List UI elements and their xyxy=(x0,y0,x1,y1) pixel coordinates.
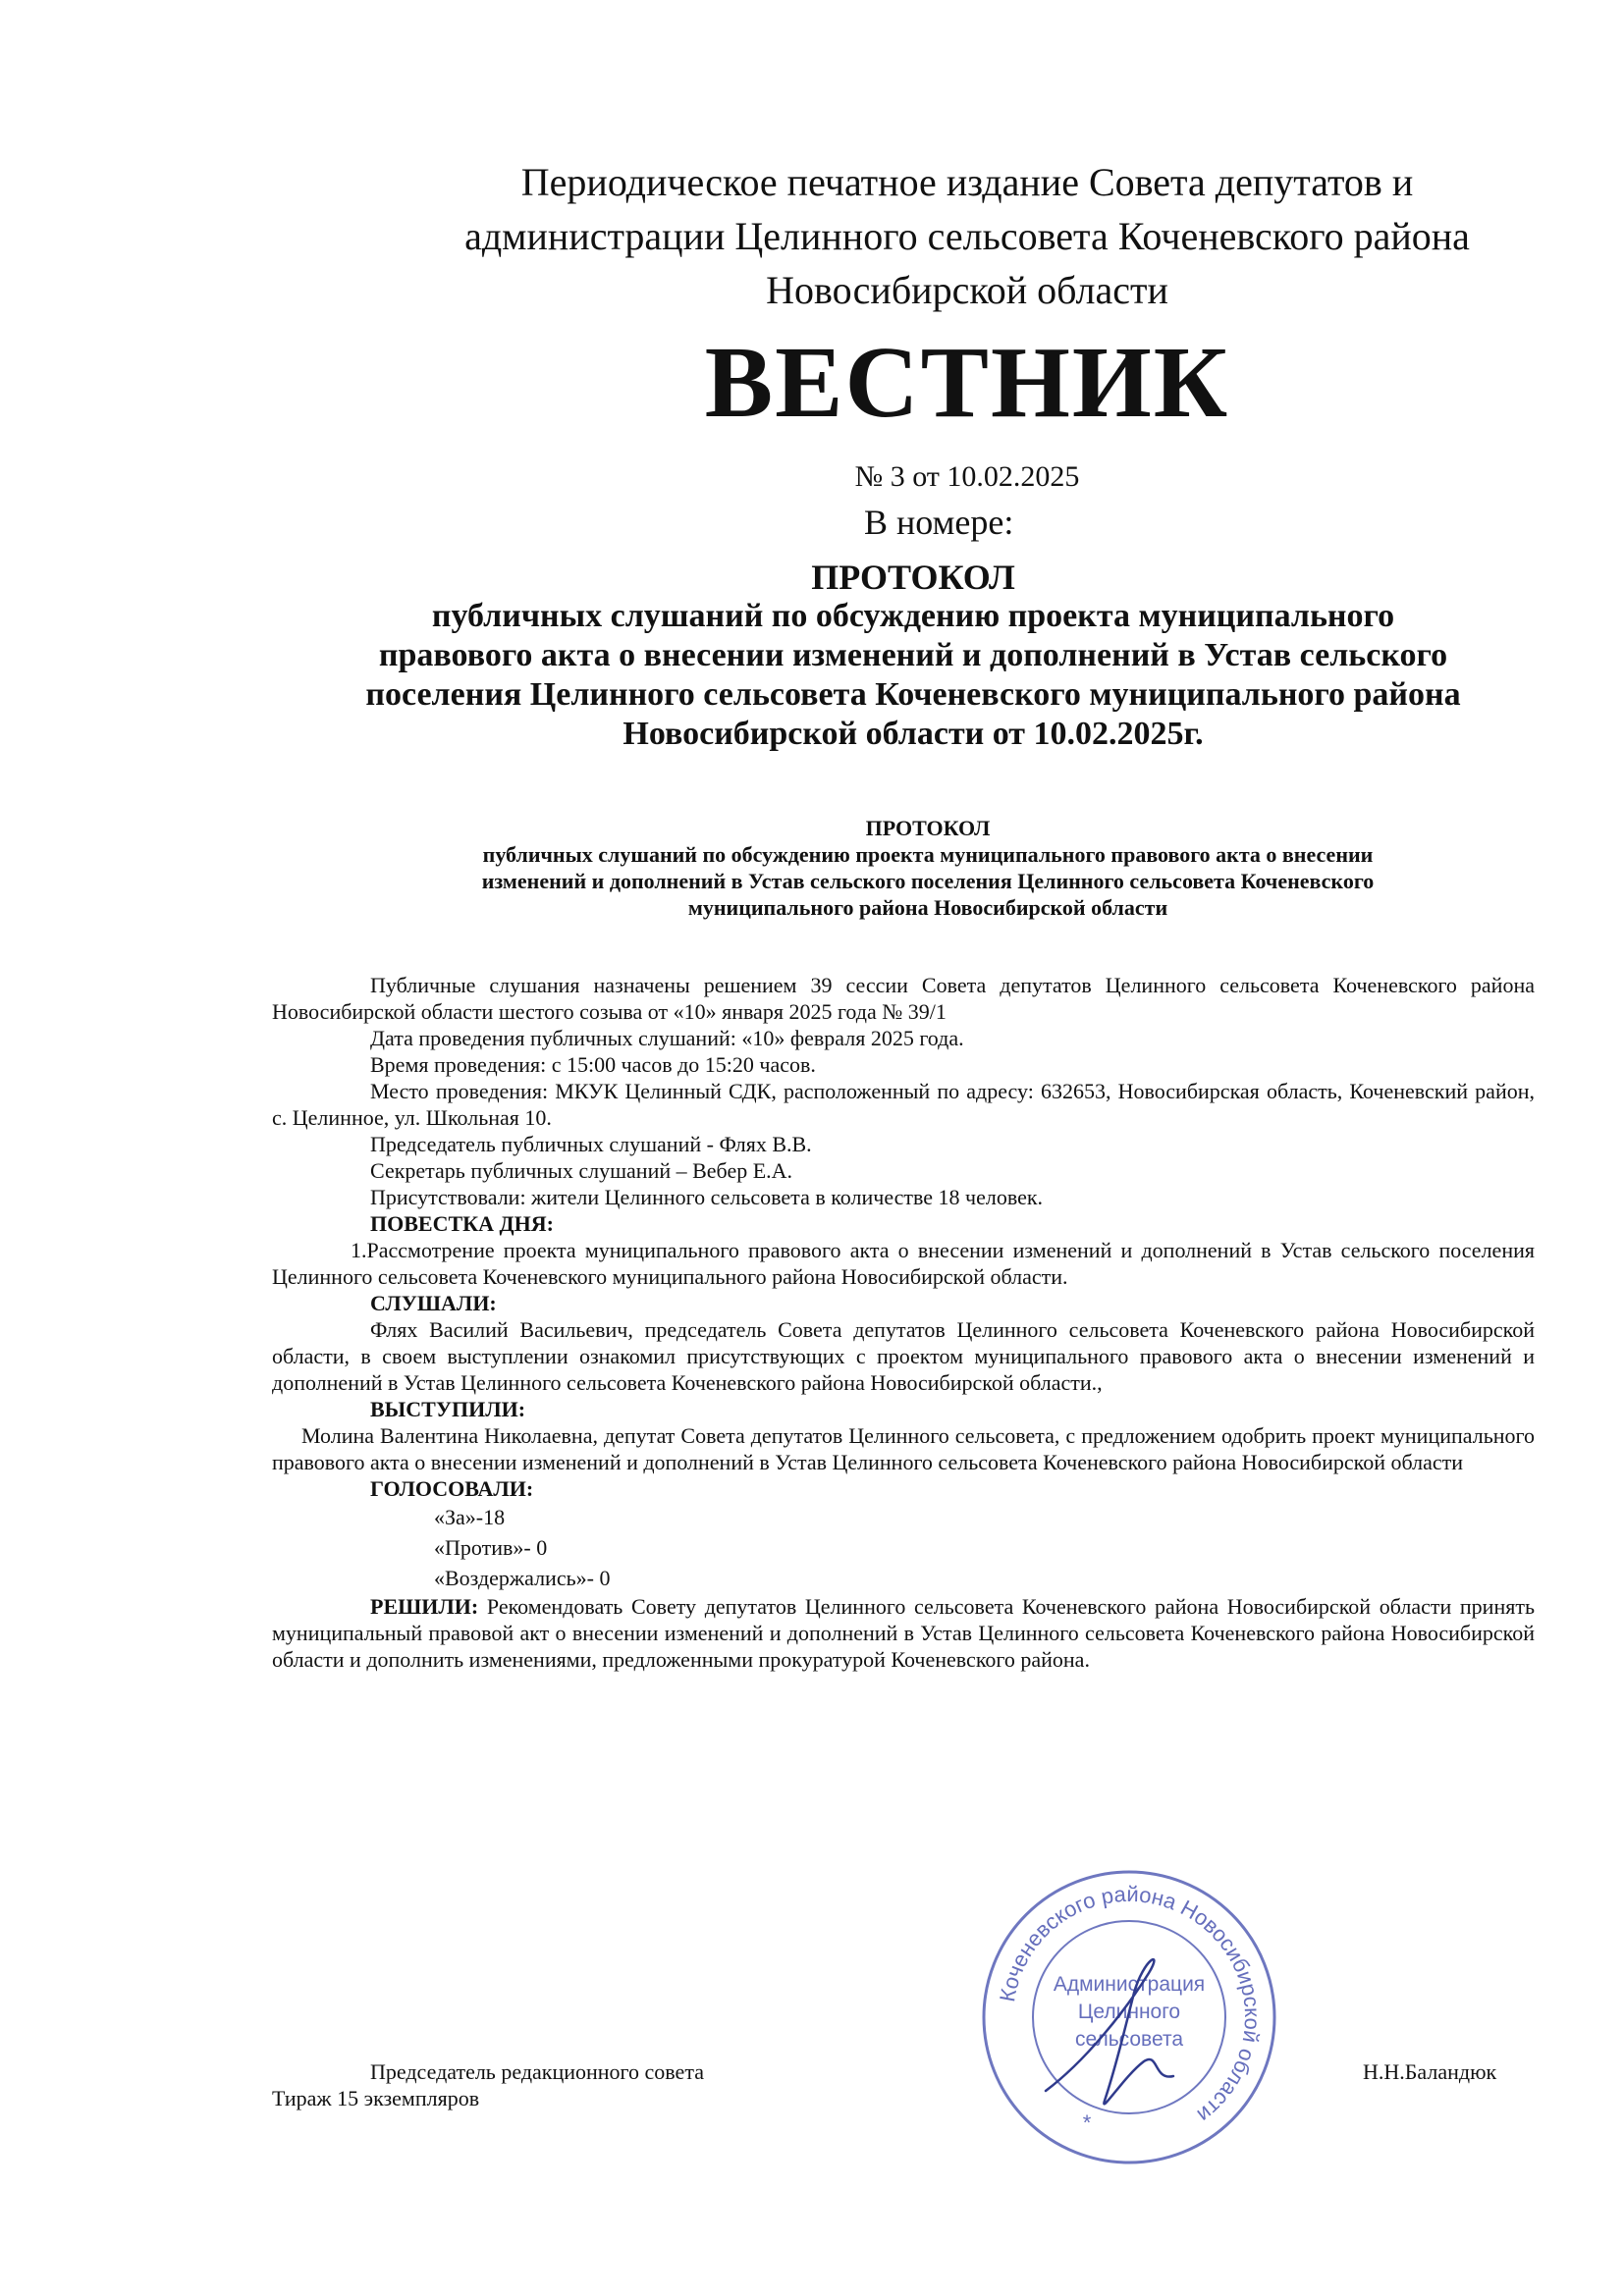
masthead-title: ВЕСТНИК xyxy=(704,326,1230,439)
vote-for: «За»-18 xyxy=(434,1505,506,1529)
feature-title xyxy=(265,558,1561,754)
issue-number: № 3 от 10.02.2025 xyxy=(854,460,1080,493)
print-run: Тираж 15 экземпляров xyxy=(272,2086,480,2110)
agenda-item: 1.Рассмотрение проекта муниципального правового акта о внесении изменений и дополнений в Устав сельского поселения Целинного сельсовета Коченевского муниципального района Новосибирской области. xyxy=(272,1238,1535,1289)
publisher-line: Новосибирской области xyxy=(766,268,1168,312)
spoke-heading: ВЫСТУПИЛИ: xyxy=(370,1397,526,1421)
stamp-star: * xyxy=(1082,2110,1092,2135)
protocol-title-line: публичных слушаний по обсуждению проекта муниципального правового акта о внесении xyxy=(482,842,1374,867)
stamp-center-line: Целинного xyxy=(1077,2001,1181,2023)
in-issue-label: В номере: xyxy=(864,503,1014,542)
heard-heading: СЛУШАЛИ: xyxy=(370,1291,497,1315)
protocol-title-line: изменений и дополнений в Устав сельского поселения Целинного сельсовета Коченевского xyxy=(481,869,1375,893)
vote-against: «Против»- 0 xyxy=(434,1535,548,1560)
publisher-block xyxy=(373,155,1561,317)
decided-text: Рекомендовать Совету депутатов Целинного сельсовета Коченевского района Новосибирской области принять муниципальный правовой акт о внесении изменений и дополнений в Устав Целинного сельсовета Коченевского района Новосибирской области и дополнить изменениями, предложенными прокуратурой Коченевского района. xyxy=(272,1594,1535,1672)
decided-heading: РЕШИЛИ: xyxy=(370,1594,479,1619)
protocol-chair: Председатель публичных слушаний - Флях В.В. xyxy=(370,1132,812,1156)
feature-title-line: Новосибирской области от 10.02.2025г. xyxy=(623,716,1204,752)
protocol-time: Время проведения: с 15:00 часов до 15:20 часов. xyxy=(370,1052,816,1077)
protocol-secretary: Секретарь публичных слушаний – Вебер Е.А. xyxy=(370,1158,793,1183)
vote-abstained: «Воздержались»- 0 xyxy=(434,1566,611,1590)
publisher-line: Периодическое печатное издание Совета депутатов и xyxy=(520,160,1414,204)
protocol-date: Дата проведения публичных слушаний: «10» февраля 2025 года. xyxy=(370,1026,964,1050)
feature-title-word: ПРОТОКОЛ xyxy=(811,558,1015,597)
protocol-title xyxy=(295,815,1561,921)
heard-text: Флях Василий Васильевич, председатель Совета депутатов Целинного сельсовета Коченевского района Новосибирской области, в своем выступлении ознакомил присутствующих с проектом муниципального правового акта о внесении изменений и дополнений в Устав Целинного сельсовета Коченевского района Новосибирской области., xyxy=(272,1317,1535,1395)
protocol-title-word: ПРОТОКОЛ xyxy=(865,816,991,840)
protocol-attendance: Присутствовали: жители Целинного сельсовета в количестве 18 человек. xyxy=(370,1185,1044,1209)
feature-title-line: поселения Целинного сельсовета Коченевского муниципального района xyxy=(365,676,1461,713)
agenda-heading: ПОВЕСТКА ДНЯ: xyxy=(370,1211,554,1236)
voted-heading: ГОЛОСОВАЛИ: xyxy=(370,1476,534,1501)
editorial-board-chair-label: Председатель редакционного совета xyxy=(370,2059,704,2084)
spoke-text: Молина Валентина Николаевна, депутат Совета депутатов Целинного сельсовета, с предложением одобрить проект муниципального правового акта о внесении изменений и дополнений в Устав Целинного сельсовета Коченевского района Новосибирской области xyxy=(272,1423,1535,1474)
editorial-board-chair-name: Н.Н.Баландюк xyxy=(1363,2059,1497,2084)
feature-title-line: публичных слушаний по обсуждению проекта муниципального xyxy=(431,598,1395,634)
publisher-line: администрации Целинного сельсовета Коченевского района xyxy=(464,214,1470,258)
official-stamp xyxy=(977,1865,1281,2169)
protocol-place: Место проведения: МКУК Целинный СДК, расположенный по адресу: 632653, Новосибирская область, Коченевский район, с. Целинное, ул. Школьная 10. xyxy=(272,1079,1535,1130)
protocol-title-line: муниципального района Новосибирской области xyxy=(687,895,1168,920)
feature-title-line: правового акта о внесении изменений и дополнений в Устав сельского xyxy=(378,637,1448,673)
stamp-center-line: сельсовета xyxy=(1074,2028,1184,2051)
stamp-center-line: Администрация xyxy=(1053,1973,1206,1996)
protocol-intro: Публичные слушания назначены решением 39 сессии Совета депутатов Целинного сельсовета Коченевского района Новосибирской области шестого созыва от «10» января 2025 года № 39/1 xyxy=(272,973,1535,1024)
stamp-ring-text: Коченевского района Новосибирской области xyxy=(995,1881,1266,2128)
decision-paragraph xyxy=(272,1593,1535,1673)
protocol-body xyxy=(272,972,1535,1673)
